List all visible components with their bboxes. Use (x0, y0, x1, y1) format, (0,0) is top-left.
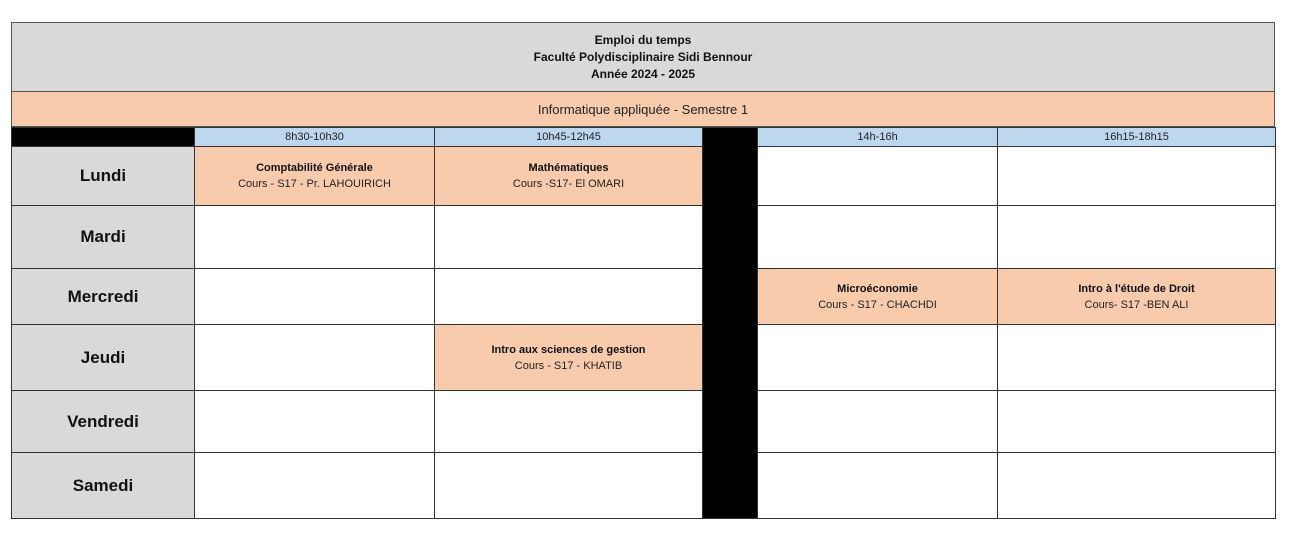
day-row-lundi (12, 147, 1276, 206)
timeslot-4: 16h15-18h15 (998, 128, 1276, 147)
timeslot-3: 14h-16h (758, 128, 998, 147)
day-row-jeudi (12, 325, 1276, 391)
header-faculty: Faculté Polydisciplinaire Sidi Bennour (533, 49, 753, 64)
day-row-mardi (12, 206, 1276, 269)
session-subject: Mathématiques (528, 162, 609, 174)
empty-cell (758, 325, 998, 391)
day-label: Jeudi (12, 325, 195, 391)
empty-cell (998, 453, 1276, 519)
timetable-header (11, 22, 1275, 92)
empty-cell (195, 391, 435, 453)
day-label: Mardi (12, 206, 195, 269)
session-subject: Intro aux sciences de gestion (491, 343, 646, 356)
empty-cell (435, 206, 703, 269)
empty-cell (758, 453, 998, 519)
day-row-samedi (12, 453, 1276, 519)
corner-cell (12, 128, 195, 147)
timetable-sheet (11, 22, 1275, 519)
session-cell (998, 269, 1276, 325)
day-label: Vendredi (12, 391, 195, 453)
session-info: Cours- S17 -BEN ALI (1084, 298, 1189, 311)
header-title: Emploi du temps (594, 32, 692, 47)
empty-cell (758, 391, 998, 453)
day-label: Samedi (12, 453, 195, 519)
empty-cell (998, 391, 1276, 453)
session-info: Cours - S17 - Pr. LAHOUIRICH (238, 178, 391, 190)
empty-cell (998, 147, 1276, 206)
session-cell (195, 147, 435, 206)
timeslot-2: 10h45-12h45 (435, 128, 703, 147)
day-row-mercredi (12, 269, 1276, 325)
session-cell (435, 147, 703, 206)
empty-cell (195, 206, 435, 269)
session-info: Cours - S17 - CHACHDI (818, 298, 937, 311)
session-info: Cours - S17 - KHATIB (514, 359, 623, 372)
empty-cell (758, 206, 998, 269)
session-subject: Intro à l'étude de Droit (1078, 282, 1195, 295)
empty-cell (195, 453, 435, 519)
schedule-table (11, 127, 1276, 519)
session-cell (435, 325, 703, 391)
session-cell (758, 269, 998, 325)
day-label: Mercredi (12, 269, 195, 325)
empty-cell (195, 325, 435, 391)
day-row-vendredi (12, 391, 1276, 453)
empty-cell (758, 147, 998, 206)
timeslot-row (12, 128, 1276, 147)
timeslot-1: 8h30-10h30 (195, 128, 435, 147)
session-info: Cours -S17- El OMARI (512, 178, 625, 190)
empty-cell (435, 269, 703, 325)
empty-cell (435, 391, 703, 453)
empty-cell (998, 206, 1276, 269)
empty-cell (998, 325, 1276, 391)
session-subject: Comptabilité Générale (256, 162, 373, 174)
day-label: Lundi (12, 147, 195, 206)
header-year: Année 2024 - 2025 (590, 66, 696, 81)
program-banner: Informatique appliquée - Semestre 1 (11, 92, 1275, 127)
session-subject: Microéconomie (837, 282, 918, 295)
lunch-break-column (703, 128, 758, 519)
empty-cell (435, 453, 703, 519)
empty-cell (195, 269, 435, 325)
